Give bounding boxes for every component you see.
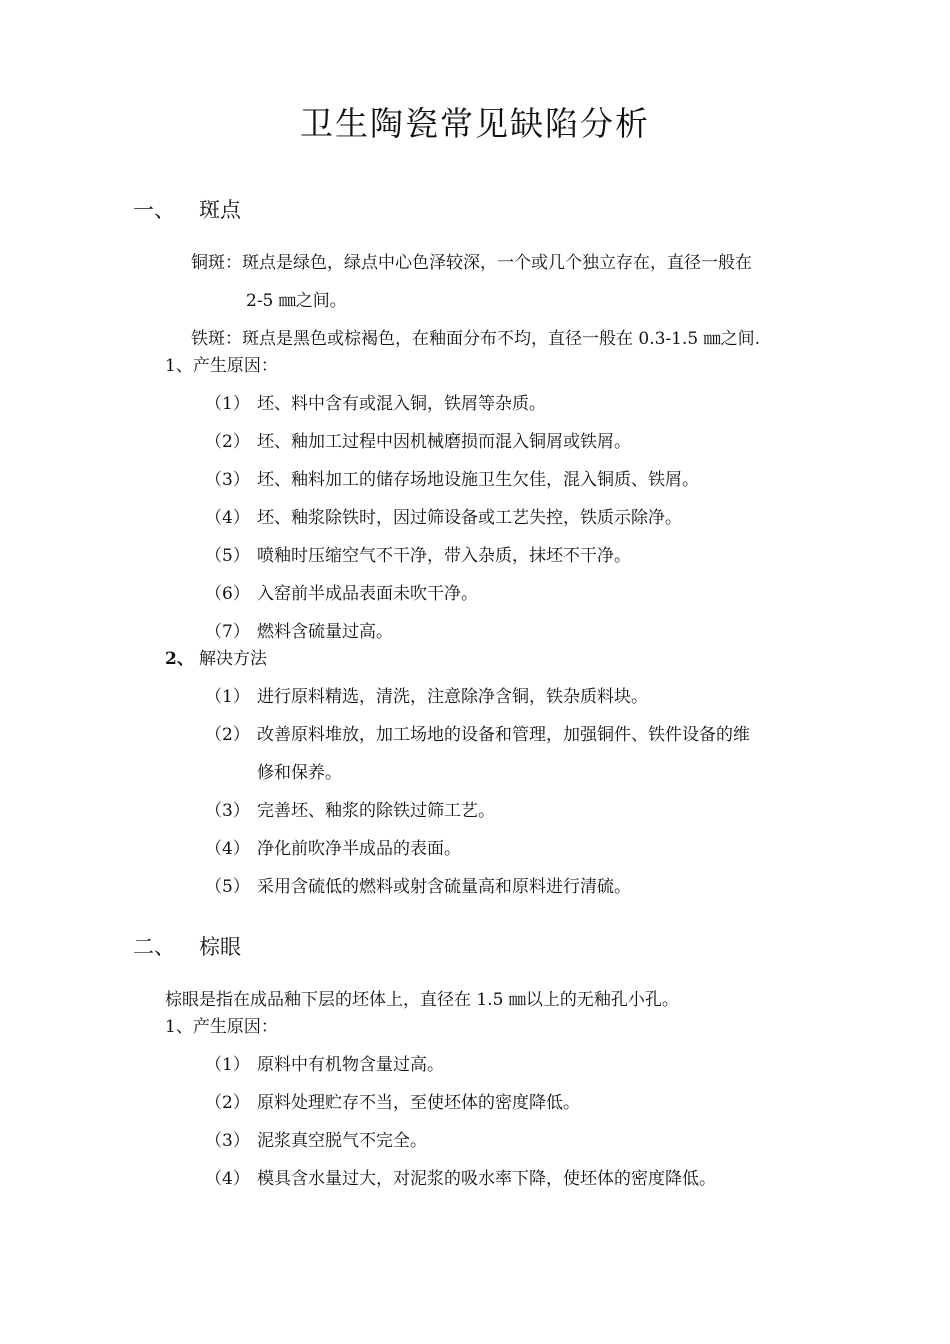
- solution-item-cont: 修和保养。: [257, 763, 342, 783]
- copper-spot-description: 铜斑：斑点是绿色，绿点中心色泽较深，一个或几个独立存在，直径一般在: [191, 253, 752, 273]
- solutions-heading: 解决方法: [199, 649, 267, 669]
- solution-number: （3）: [205, 801, 250, 821]
- cause-number: （5）: [205, 546, 250, 566]
- cause-item: 入窑前半成品表面未吹干净。: [257, 584, 478, 604]
- copper-spot-description-cont: 2-5 ㎜之间。: [246, 291, 347, 311]
- cause-number: （2）: [205, 1093, 250, 1113]
- solution-item: 改善原料堆放，加工场地的设备和管理，加强铜件、铁件设备的维: [257, 725, 750, 745]
- solution-item: 净化前吹净半成品的表面。: [257, 839, 461, 859]
- cause-number: （4）: [205, 508, 250, 528]
- causes-heading: 1、产生原因：: [165, 1017, 278, 1037]
- cause-item: 模具含水量过大，对泥浆的吸水率下降，使坯体的密度降低。: [257, 1169, 716, 1189]
- cause-item: 原料处理贮存不当，至使坯体的密度降低。: [257, 1093, 580, 1113]
- solution-item: 完善坯、釉浆的除铁过筛工艺。: [257, 801, 495, 821]
- cause-number: （3）: [205, 1131, 250, 1151]
- section-1-heading: 斑点: [199, 198, 241, 222]
- cause-number: （1）: [205, 394, 250, 414]
- cause-number: （7）: [205, 622, 250, 642]
- cause-item: 坯、釉料加工的储存场地设施卫生欠佳，混入铜质、铁屑。: [257, 470, 699, 490]
- cause-number: （4）: [205, 1169, 250, 1189]
- cause-number: （1）: [205, 1055, 250, 1075]
- cause-number: （2）: [205, 432, 250, 452]
- iron-spot-description: 铁斑：斑点是黑色或棕褐色，在釉面分布不均，直径一般在 0.3-1.5 ㎜之间.: [191, 329, 761, 349]
- pinhole-description: 棕眼是指在成品釉下层的坯体上，直径在 1.5 ㎜以上的无釉孔小孔。: [165, 990, 679, 1010]
- cause-item: 燃料含硫量过高。: [257, 622, 393, 642]
- section-2-heading: 棕眼: [199, 935, 241, 959]
- solution-number: （1）: [205, 687, 250, 707]
- solution-item: 采用含硫低的燃料或射含硫量高和原料进行清硫。: [257, 877, 631, 897]
- cause-item: 坯、釉浆除铁时，因过筛设备或工艺失控，铁质示除净。: [257, 508, 682, 528]
- solutions-number: 2、: [165, 649, 194, 669]
- cause-item: 坯、料中含有或混入铜，铁屑等杂质。: [257, 394, 546, 414]
- solution-number: （4）: [205, 839, 250, 859]
- cause-item: 泥浆真空脱气不完全。: [257, 1131, 427, 1151]
- cause-item: 喷釉时压缩空气不干净，带入杂质，抹坯不干净。: [257, 546, 631, 566]
- solution-number: （5）: [205, 877, 250, 897]
- section-1-number: 一、: [133, 198, 175, 222]
- cause-item: 原料中有机物含量过高。: [257, 1055, 444, 1075]
- section-2-number: 二、: [133, 935, 175, 959]
- cause-number: （3）: [205, 470, 250, 490]
- causes-heading: 1、产生原因：: [165, 356, 278, 376]
- cause-number: （6）: [205, 584, 250, 604]
- cause-item: 坯、釉加工过程中因机械磨损而混入铜屑或铁屑。: [257, 432, 631, 452]
- solution-number: （2）: [205, 725, 250, 745]
- document-title: 卫生陶瓷常见缺陷分析: [300, 104, 650, 143]
- solution-item: 进行原料精选，清洗，注意除净含铜，铁杂质料块。: [257, 687, 648, 707]
